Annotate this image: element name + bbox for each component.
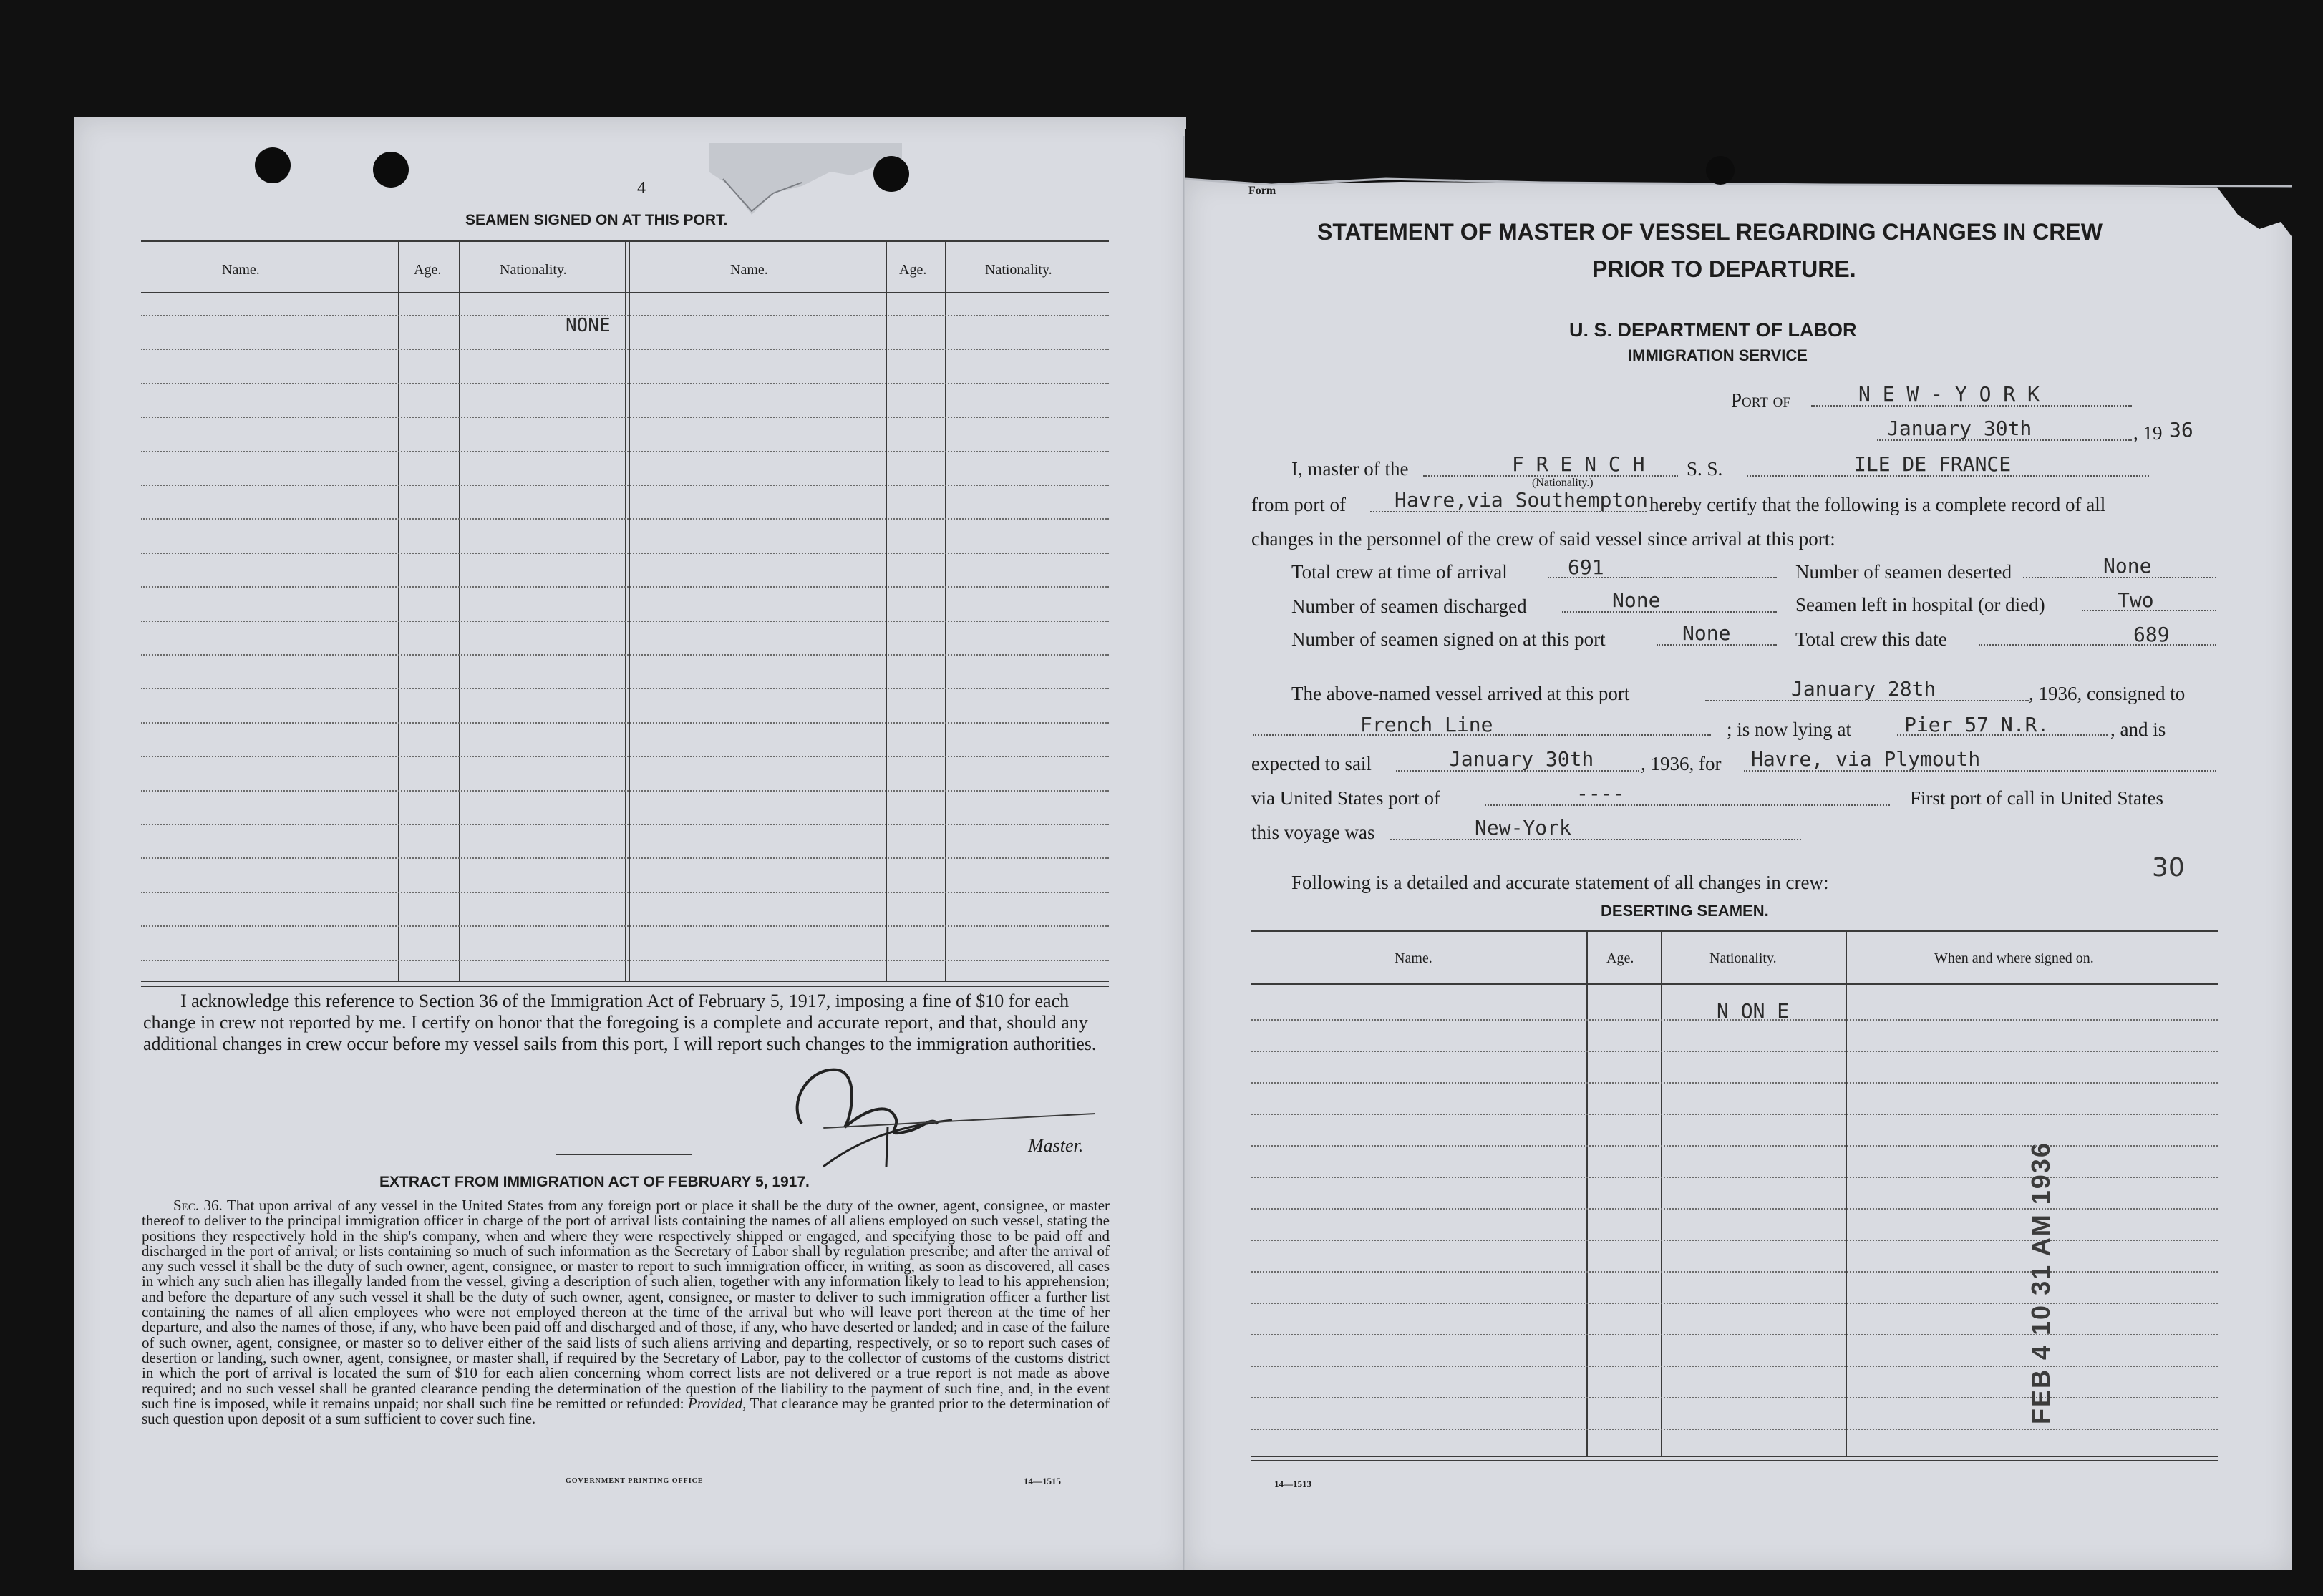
arrived-year: , 1936, consigned to — [2029, 683, 2186, 704]
table-row — [141, 824, 1109, 826]
voyage-value: New-York — [1475, 816, 1571, 840]
port-value: N E W - Y O R K — [1858, 382, 2040, 406]
nationality-value: F R E N C H — [1512, 452, 1645, 476]
lying-text: ; is now lying at — [1727, 719, 1851, 740]
department: U. S. DEPARTMENT OF LABOR — [1569, 319, 1857, 341]
punch-hole — [873, 156, 909, 192]
table-row — [141, 756, 1109, 758]
master-signature — [780, 1059, 966, 1181]
table-row — [141, 925, 1109, 928]
statement-title: STATEMENT OF MASTER OF VESSEL REGARDING CHANGES IN CREW — [1317, 219, 2103, 245]
table-row — [141, 553, 1109, 555]
desert-col-nationality: Nationality. — [1709, 950, 1777, 966]
port-label: Port of — [1731, 389, 1790, 411]
total-date-value: 689 — [2133, 623, 2170, 646]
deserting-title: DESERTING SEAMEN. — [1601, 902, 1769, 920]
desert-col-signed-on: When and where signed on. — [1934, 950, 2094, 966]
signed-on-label: Number of seamen signed on at this port — [1291, 628, 1606, 650]
desert-table-entry: N ON E — [1717, 999, 1790, 1023]
table-row — [141, 688, 1109, 690]
table-row — [141, 315, 1109, 317]
table-row — [141, 383, 1109, 385]
voyage-text: this voyage was — [1251, 822, 1375, 843]
hospital-value: Two — [2118, 588, 2154, 612]
master-label: Master. — [1028, 1135, 1084, 1156]
expected-text: expected to sail — [1251, 753, 1372, 774]
table-row — [141, 892, 1109, 894]
discharged-label: Number of seamen discharged — [1291, 595, 1527, 617]
table-row — [141, 518, 1109, 520]
from-port-value: Havre,via Southempton — [1395, 488, 1649, 512]
desert-col-age: Age. — [1606, 950, 1634, 966]
left-table-entry: NONE — [566, 315, 611, 336]
changes-text: changes in the personnel of the crew of said vessel since arrival at this port: — [1251, 528, 1835, 550]
ss-label: S. S. — [1687, 458, 1723, 480]
left-form-number: 14—1515 — [1024, 1476, 1061, 1486]
printer-imprint: GOVERNMENT PRINTING OFFICE — [566, 1477, 704, 1485]
col-nationality-1: Nationality. — [500, 262, 567, 278]
certify-text: hereby certify that the following is a complete record of all — [1649, 494, 2106, 515]
sail-date: January 30th — [1449, 747, 1594, 771]
date-value: January 30th — [1887, 417, 2032, 440]
acknowledgement-text: I acknowledge this reference to Section 36 of the Immigration Act of February 5, 1917, imposing a fine of $10 for each change in crew not reported by me. I certify on honor that the foregoing is a complete and accurate report, and that, should any additional changes in crew occur before my vessel sails from this port, I will report such changes to the immigration authorities. — [143, 991, 1097, 1054]
signed-on-value: None — [1682, 621, 1731, 645]
torn-notch — [709, 143, 902, 222]
table-row — [141, 621, 1109, 623]
pier: Pier 57 N.R. — [1904, 713, 2050, 736]
proviso-text: That clearance may be granted prior to the determination of such question upon deposit of a sum sufficient to cover such fine. — [142, 1394, 1110, 1428]
right-form-number: 14—1513 — [1274, 1479, 1311, 1489]
desert-table-top — [1251, 930, 2218, 932]
hospital-label: Seamen left in hospital (or died) — [1795, 594, 2045, 615]
nationality-caption: (Nationality.) — [1532, 477, 1594, 489]
col-name-2: Name. — [730, 262, 768, 278]
punch-hole — [373, 152, 409, 188]
first-port-text: First port of call in United States — [1910, 787, 2163, 809]
from-port-label: from port of — [1251, 494, 1346, 515]
col-age-1: Age. — [414, 262, 442, 278]
extract-lead: Sec. 36. — [173, 1197, 223, 1214]
sail-year: , 1936, for — [1641, 753, 1722, 774]
table-row — [1251, 1303, 2218, 1305]
via-text: via United States port of — [1251, 787, 1440, 809]
table-row — [1251, 1240, 2218, 1242]
table-row — [141, 722, 1109, 724]
total-arrival-label: Total crew at time of arrival — [1291, 561, 1508, 583]
table-row — [141, 349, 1109, 351]
table-row — [141, 654, 1109, 656]
service: IMMIGRATION SERVICE — [1628, 346, 1808, 364]
table-row — [141, 586, 1109, 588]
table-row — [1251, 1366, 2218, 1368]
via-value: ---- — [1576, 782, 1625, 805]
table-row — [1251, 1208, 2218, 1210]
arrived-text: The above-named vessel arrived at this port — [1291, 683, 1630, 704]
year-prefix: , 19 — [2133, 422, 2163, 444]
table-row — [141, 790, 1109, 792]
consignee: French Line — [1360, 713, 1493, 736]
punch-hole — [1706, 156, 1735, 185]
torn-edge — [1185, 129, 2292, 272]
table-row — [1251, 1429, 2218, 1431]
table-row — [141, 960, 1109, 962]
col-age-2: Age. — [899, 262, 927, 278]
ship-name: ILE DE FRANCE — [1854, 452, 2012, 476]
page-mark: 30 — [2152, 853, 2185, 882]
following-text: Following is a detailed and accurate statement of all changes in crew: — [1291, 872, 1829, 893]
seamen-signed-title: SEAMEN SIGNED ON AT THIS PORT. — [465, 212, 728, 228]
discharged-value: None — [1612, 588, 1661, 612]
table-row — [141, 451, 1109, 453]
signature-line — [556, 1154, 692, 1155]
total-date-label: Total crew this date — [1795, 628, 1947, 650]
destination: Havre, via Plymouth — [1751, 747, 1981, 771]
col-name-1: Name. — [222, 262, 260, 278]
table-row — [1251, 1051, 2218, 1053]
table-row — [1251, 1334, 2218, 1336]
proviso-lead: Provided, — [687, 1394, 747, 1412]
year-value: 36 — [2169, 418, 2193, 442]
table-row — [1251, 1271, 2218, 1273]
table-row — [141, 417, 1109, 419]
table-row — [1251, 1114, 2218, 1116]
desert-col-name: Name. — [1395, 950, 1432, 966]
table-row — [1251, 1177, 2218, 1179]
and-is: , and is — [2110, 719, 2166, 740]
extract-text: That upon arrival of any vessel in the United States from any foreign port or place it shall be the duty of the owner, agent, consignee, or master thereof to deliver to the principal immigration officer in charge of the port of arrival lists containing the names of all aliens employed on such vessel, stating the positions they respectively hold in the ship's company, when and where they were respectively shipped or engaged, and specifying those to be paid off and discharged in the port of arrival; or lists containing so much of such information as the Secretary of Labor shall by regulation prescribe; and after the arrival of any such vessel it shall be the duty of such owner, agent, consignee, or master to report to such immigration officer, in writing, as soon as discovered, all cases in which any such alien has illegally landed from the vessel, giving a description of such alien, together with any information likely to lead to his apprehension; and before the departure of any such vessel it shall be the duty of such owner, agent, consignee, or master to deliver to such immigration officer a further list containing the names of all alien employees who were not employed thereon at the time of the arrival but who will leave port thereon at the time of her departure, and also the names of those, if any, who have been paid off and discharged and of those, if any, who have deserted or landed; and in case of the failure of such owner, agent, consignee, or master so to deliver either of the said lists of such aliens arriving and departing, respectively, or so to report such cases of desertion or landing, such owner, agent, consignee, or master shall, if required by the Secretary of Labor, pay to the collector of customs of the customs district in which the port of arrival is located the sum of $10 for each alien concerning whom correct lists are not delivered or a true report is not made as above required; and no such vessel shall be granted clearance pending the determination of the question of the liability to the payment of such fine, and, in the event such fine is imposed, while it remains unpaid; nor shall such fine be remitted or refunded: — [142, 1197, 1110, 1412]
form-label: Form — [1248, 185, 1276, 197]
deserted-value: None — [2103, 554, 2152, 578]
extract-body — [142, 1198, 1110, 1426]
total-arrival-value: 691 — [1568, 555, 1604, 579]
col-nationality-2: Nationality. — [985, 262, 1052, 278]
page-number: 4 — [637, 179, 646, 198]
punch-hole — [255, 147, 291, 183]
master-of-label: I, master of the — [1291, 458, 1409, 480]
arrived-date: January 28th — [1791, 677, 1936, 701]
table-row — [141, 485, 1109, 487]
table-row — [1251, 1145, 2218, 1147]
table-row — [141, 857, 1109, 860]
statement-subtitle: PRIOR TO DEPARTURE. — [1592, 256, 1856, 282]
deserted-label: Number of seamen deserted — [1795, 561, 2012, 583]
received-date-stamp: FEB 4 10 31 AM 1936 — [2026, 1142, 2055, 1424]
table-row — [1251, 1397, 2218, 1399]
table-row — [1251, 1082, 2218, 1084]
extract-title: EXTRACT FROM IMMIGRATION ACT OF FEBRUARY 5, 1917. — [379, 1174, 810, 1190]
